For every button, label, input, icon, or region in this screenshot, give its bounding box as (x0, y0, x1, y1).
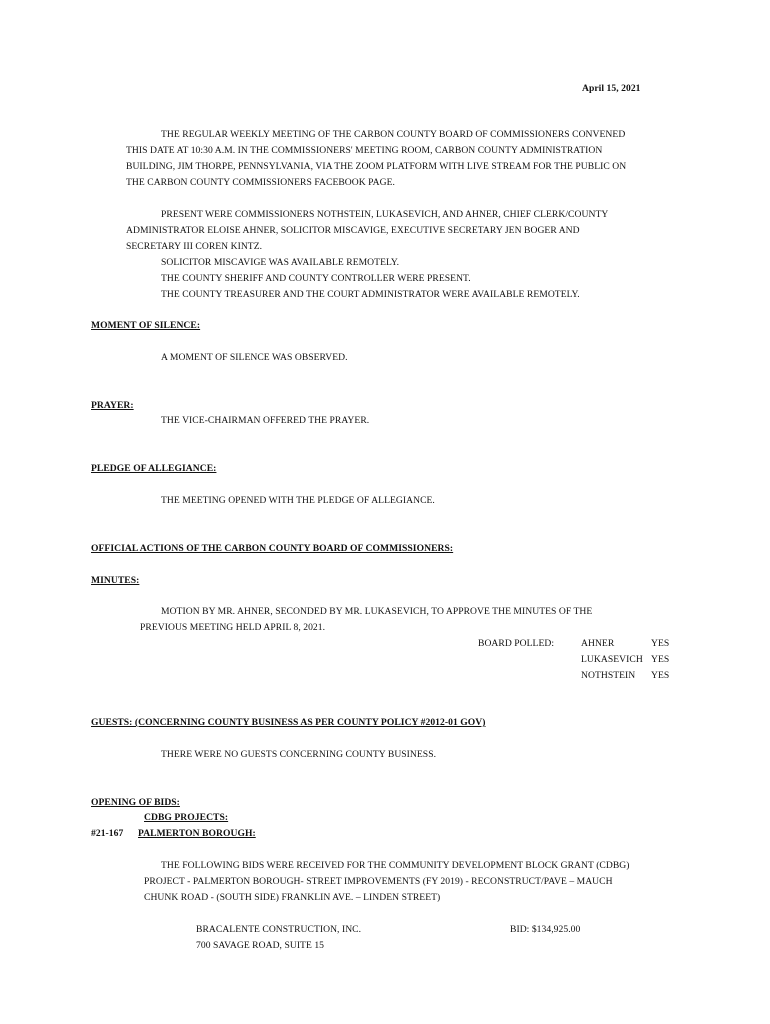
prayer-text: THE VICE-CHAIRMAN OFFERED THE PRAYER. (161, 415, 370, 426)
vote-value: YES (651, 670, 670, 681)
present-paragraph (126, 207, 608, 303)
present-note: THE COUNTY SHERIFF AND COUNTY CONTROLLER WERE PRESENT. (161, 273, 471, 284)
bid-item-title: PALMERTON BOROUGH: (138, 828, 256, 839)
minutes-heading: MINUTES: (91, 575, 140, 586)
bid-item-number: #21-167 (91, 828, 124, 839)
pledge-text: THE MEETING OPENED WITH THE PLEDGE OF ALLEGIANCE. (161, 495, 435, 506)
official-actions-heading: OFFICIAL ACTIONS OF THE CARBON COUNTY BOARD OF COMMISSIONERS: (91, 543, 454, 554)
intro-line: THE CARBON COUNTY COMMISSIONERS FACEBOOK PAGE. (126, 177, 396, 188)
bid-description-line: PROJECT - PALMERTON BOROUGH- STREET IMPROVEMENTS (FY 2019) - RECONSTRUCT/PAVE – MAUCH (144, 876, 613, 887)
vote-name: NOTHSTEIN (581, 670, 636, 681)
guests-heading: GUESTS: (CONCERNING COUNTY BUSINESS AS PER COUNTY POLICY #2012-01 GOV) (91, 717, 486, 728)
present-note: SOLICITOR MISCAVIGE WAS AVAILABLE REMOTELY. (161, 257, 400, 268)
intro-line: THE REGULAR WEEKLY MEETING OF THE CARBON COUNTY BOARD OF COMMISSIONERS CONVENED (161, 129, 626, 140)
vote-value: YES (651, 654, 670, 665)
cdbg-projects-heading: CDBG PROJECTS: (144, 812, 229, 823)
present-note: THE COUNTY TREASURER AND THE COURT ADMINISTRATOR WERE AVAILABLE REMOTELY. (161, 289, 580, 300)
guests-text: THERE WERE NO GUESTS CONCERNING COUNTY BUSINESS. (161, 749, 437, 760)
pledge-heading: PLEDGE OF ALLEGIANCE: (91, 463, 217, 474)
bid-description-line: THE FOLLOWING BIDS WERE RECEIVED FOR THE COMMUNITY DEVELOPMENT BLOCK GRANT (CDBG) (161, 860, 630, 871)
vote-name: AHNER (581, 638, 615, 649)
moment-of-silence-text: A MOMENT OF SILENCE WAS OBSERVED. (161, 352, 348, 363)
intro-line: THIS DATE AT 10:30 A.M. IN THE COMMISSIONERS' MEETING ROOM, CARBON COUNTY ADMINISTRATION (126, 145, 603, 156)
prayer-heading: PRAYER: (91, 400, 134, 411)
intro-line: BUILDING, JIM THORPE, PENNSYLVANIA, VIA THE ZOOM PLATFORM WITH LIVE STREAM FOR THE PUBLIC ON (126, 161, 627, 172)
vote-value: YES (651, 638, 670, 649)
meeting-date: April 15, 2021 (582, 83, 641, 94)
bidder-address: 700 SAVAGE ROAD, SUITE 15 (196, 940, 325, 951)
bid-amount: BID: $134,925.00 (510, 924, 581, 935)
present-line: SECRETARY III COREN KINTZ. (126, 241, 263, 252)
present-line: PRESENT WERE COMMISSIONERS NOTHSTEIN, LUKASEVICH, AND AHNER, CHIEF CLERK/COUNTY (161, 209, 609, 220)
minutes-line: PREVIOUS MEETING HELD APRIL 8, 2021. (140, 622, 326, 633)
bidder-name: BRACALENTE CONSTRUCTION, INC. (196, 924, 362, 935)
present-line: ADMINISTRATOR ELOISE AHNER, SOLICITOR MISCAVIGE, EXECUTIVE SECRETARY JEN BOGER AND (126, 225, 580, 236)
opening-of-bids-heading: OPENING OF BIDS: (91, 797, 180, 808)
intro-paragraph (126, 127, 626, 191)
board-polled-label: BOARD POLLED: (478, 638, 555, 649)
moment-of-silence-heading: MOMENT OF SILENCE: (91, 320, 201, 331)
bid-description-line: CHUNK ROAD - (SOUTH SIDE) FRANKLIN AVE. – LINDEN STREET) (144, 892, 441, 903)
vote-name: LUKASEVICH (581, 654, 643, 665)
minutes-line: MOTION BY MR. AHNER, SECONDED BY MR. LUKASEVICH, TO APPROVE THE MINUTES OF THE (161, 606, 593, 617)
